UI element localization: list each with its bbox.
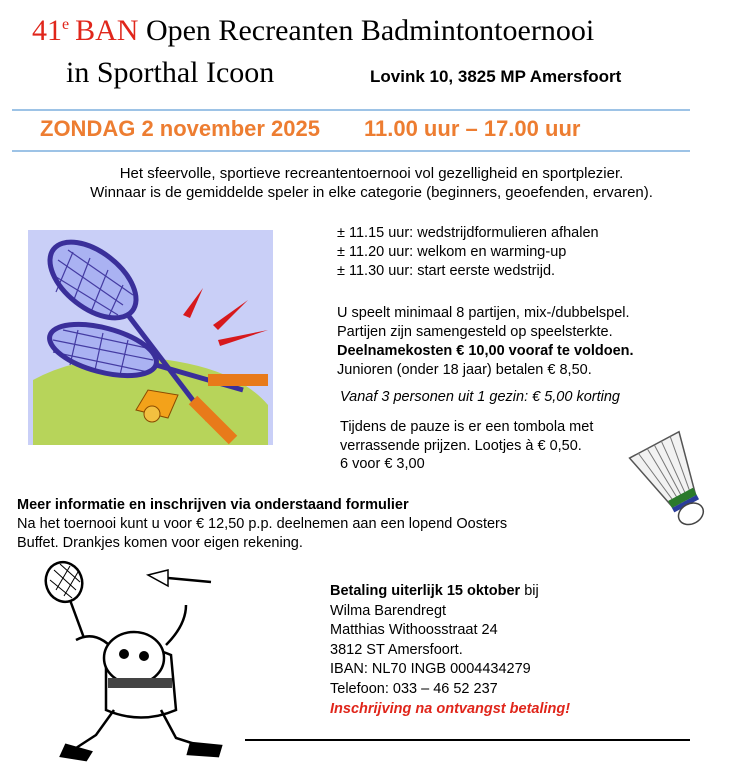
registration-note: Inschrijving na ontvangst betaling! <box>330 700 571 717</box>
badminton-player-icon <box>36 560 246 765</box>
edition-suffix: e <box>62 16 70 33</box>
event-title-rest: Open Recreanten Badmintontoernooi <box>145 14 595 47</box>
payment-deadline: Betaling uiterlijk 15 oktober <box>330 583 521 599</box>
payment-phone: Telefoon: 033 – 46 52 237 <box>330 680 498 697</box>
bottom-rule <box>245 739 690 741</box>
tombola-line: verrassende prijzen. Lootjes à € 0,50. <box>340 437 582 454</box>
intro-line-1: Het sfeervolle, sportieve recreantentoernooi vol gezelligheid en sportplezier. <box>119 165 624 182</box>
games-line-2: Partijen zijn samengesteld op speelsterkte. <box>337 324 613 340</box>
games-info <box>337 304 634 380</box>
schedule-list <box>337 224 599 281</box>
buffet-line-2: Buffet. Drankjes komen voor eigen rekening. <box>17 535 303 551</box>
payment-info <box>330 582 570 719</box>
entry-fee: Deelnamekosten € 10,00 vooraf te voldoen. <box>337 343 634 359</box>
event-date: ZONDAG 2 november 2025 <box>40 116 320 141</box>
more-info <box>17 496 507 553</box>
tombola-info <box>340 418 593 474</box>
schedule-item: ± 11.30 uur: start eerste wedstrijd. <box>337 263 556 279</box>
payment-deadline-suffix: bij <box>520 583 539 599</box>
payment-city: 3812 ST Amersfoort. <box>330 641 463 658</box>
shuttlecock-icon <box>628 430 720 535</box>
info-heading: Meer informatie en inschrijven via onderstaand formulier <box>17 497 409 513</box>
payment-heading <box>330 582 570 602</box>
venue-address: Lovink 10, 3825 MP Amersfoort <box>370 67 622 86</box>
shuttlecock-illustration <box>628 430 720 535</box>
games-line-1: U speelt minimaal 8 partijen, mix-/dubbelspel. <box>337 305 630 321</box>
event-title <box>32 14 594 48</box>
junior-fee: Junioren (onder 18 jaar) betalen € 8,50. <box>337 362 592 378</box>
divider-bottom <box>12 150 690 152</box>
schedule-item: ± 11.20 uur: welkom en warming-up <box>337 244 567 260</box>
tombola-line: 6 voor € 3,00 <box>340 456 425 472</box>
rackets-illustration <box>28 230 273 445</box>
organizer-name: BAN <box>75 14 139 47</box>
rackets-shuttle-icon <box>28 230 273 445</box>
tombola-line: Tijdens de pauze is er een tombola met <box>340 419 594 435</box>
payment-street: Matthias Withoosstraat 24 <box>330 622 498 639</box>
family-discount: Vanaf 3 personen uit 1 gezin: € 5,00 korting <box>340 389 620 405</box>
payment-iban: IBAN: NL70 INGB 0004434279 <box>330 661 531 678</box>
date-line <box>40 116 580 142</box>
schedule-item: ± 11.15 uur: wedstrijdformulieren afhalen <box>337 225 599 241</box>
buffet-line-1: Na het toernooi kunt u voor € 12,50 p.p. deelnemen aan een lopend Oosters <box>17 516 508 532</box>
divider-top <box>12 109 690 111</box>
cartoon-player-illustration <box>36 560 246 765</box>
intro-line-2: Winnaar is de gemiddelde speler in elke categorie (beginners, geoefenden, ervaren). <box>90 184 653 201</box>
event-time: 11.00 uur – 17.00 uur <box>363 116 581 141</box>
venue-title: in Sporthal Icoon <box>66 56 275 89</box>
payment-name: Wilma Barendregt <box>330 602 447 619</box>
edition-number: 41 <box>32 14 62 47</box>
